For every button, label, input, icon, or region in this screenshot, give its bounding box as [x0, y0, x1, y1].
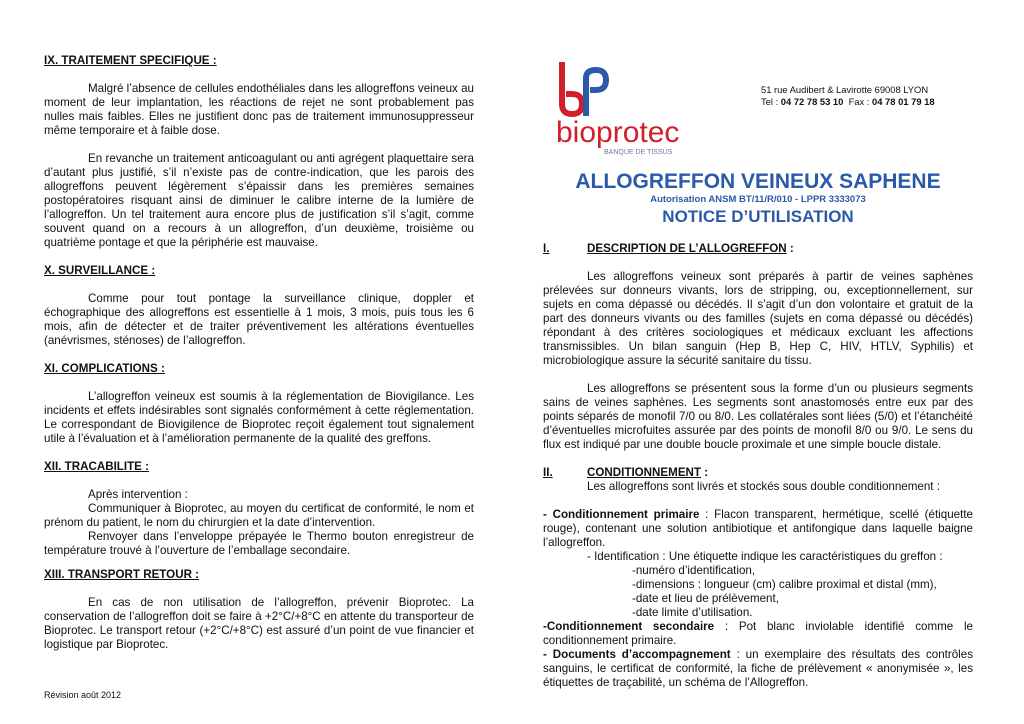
section-xiii-title: XIII. TRANSPORT RETOUR : [44, 568, 200, 581]
secondary-packaging: -Conditionnement secondaire : Pot blanc inviolable identifié comme le conditionnement primaire. [543, 620, 973, 647]
address-line: 51 rue Audibert & Lavirotte 69008 LYON [761, 84, 929, 95]
left-column [44, 54, 474, 652]
address-block [761, 84, 935, 108]
authorization-line: Autorisation ANSM BT/11/R/010 - LPPR 3333073 [650, 194, 866, 205]
document-title: ALLOGREFFON VEINEUX SAPHENE [575, 170, 941, 193]
bioprotec-logo [556, 58, 686, 158]
primary-packaging: - Conditionnement primaire : Flacon transparent, hermétique, scellé (étiquette rouge), contenant une solution antibiotique et antifongique dans laquelle baigne l’allogreffon. [543, 508, 973, 549]
identification-line: - Identification : Une étiquette indique les caractéristiques du greffon : [587, 550, 943, 563]
contact-line: Tel : 04 72 78 53 10 Fax : 04 78 01 79 18 [761, 96, 935, 107]
section-x-title: X. SURVEILLANCE : [44, 264, 156, 277]
revision-date: Révision août 2012 [44, 690, 122, 700]
section-i-paragraph-1: Les allogreffons veineux sont préparés à partir de veines saphènes prélevées sur donneurs vivants, lors de stripping, ou, exceptionnellement, sur sujets en coma dépassé ou décédés. Il s’agit d’un don volontaire et gratuit de la part des donneurs vivants ou des familles (sujets en coma dépassé ou décédés) répondant à des critères sociologiques et médicaux excluant les affections transmissibles. Un bilan sanguin (Hep B, Hep C, HIV, HTLV, Syphilis) et microbiologique assure la sécurité sanitaire du tissu. [543, 270, 973, 367]
logo-subtitle: BANQUE DE TISSUS [604, 149, 673, 156]
bioprotec-logo-mark [556, 58, 686, 158]
section-xii-paragraph-3: Renvoyer dans l’enveloppe prépayée le Thermo bouton enregistreur de température trouvé à l’ouverture de l’emballage secondaire. [44, 530, 474, 557]
section-ii-intro: Les allogreffons sont livrés et stockés sous double conditionnement : [587, 480, 940, 493]
section-xi-title: XI. COMPLICATIONS : [44, 362, 165, 375]
section-xiii-paragraph: En cas de non utilisation de l’allogreffon, prévenir Bioprotec. La conservation de l’allogreffon doit se faire à +2°C/+8°C en attente du transporteur de Bioprotec. Le transport retour (+2°C/+8°C) est assuré d’un point de vue financier et logistique par Bioprotec. [44, 596, 474, 651]
section-ix-paragraph-1: Malgré l’absence de cellules endothéliales dans les allogreffons veineux au moment de leur implantation, les réactions de rejet ne sont probablement pas nulles mais faibles. Elles ne justifient donc pas de traitement immunosuppresseur même temporaire et à faible dose. [44, 82, 474, 137]
section-ii-title: II. CONDITIONNEMENT : [543, 466, 709, 479]
section-x-paragraph: Comme pour tout pontage la surveillance clinique, doppler et échographique des allogreffons est essentielle à 1 mois, 3 mois, puis tous les 6 mois, afin de détecter et de traiter préventivement les altérations éventuelles (anévrismes, sténoses) de l’allogreffon. [44, 292, 474, 347]
logo-wordmark: bioprotec [556, 116, 680, 149]
identification-item-3: -date et lieu de prélèvement, [632, 592, 779, 605]
section-i-paragraph-2: Les allogreffons se présentent sous la forme d’un ou plusieurs segments sains de veines saphènes. Les segments sont anastomosés entre eux par des points séparés de monofil 7/0 ou 8/0. Les collatérales sont liées (5/0) et l’étanchéité d’éventuelles microfuites assurée par des points de monofil 8/0 ou 9/0. Le sens du flux est indiqué par une double boucle proximale et une simple boucle distale. [543, 382, 973, 451]
accompanying-documents: - Documents d’accompagnement : un exemplaire des résultats des contrôles sanguins, le certificat de conformité, la fiche de prélèvement « anonymisée », les étiquettes de traçabilité, un schéma de l’Allogreffon. [543, 648, 973, 689]
identification-item-4: -date limite d’utilisation. [632, 606, 753, 619]
section-ix-paragraph-2: En revanche un traitement anticoagulant ou anti agrégent plaquettaire sera d’autant plus justifié, s’il n’existe pas de contre-indication, que les parois des allogreffons peuvent légèrement s’épaissir dans les premières semaines postopératoires risquant ainsi de diminuer le calibre interne de la lumière de l’allogreffon. Un tel traitement aura encore plus de justification s’il s’agit, comme souvent quand on a recours à un allogreffon, d’un deuxième, troisième ou quatrième pontage et que la périphérie est mauvaise. [44, 152, 474, 249]
right-column [543, 242, 973, 690]
section-ix-title: IX. TRAITEMENT SPECIFIQUE : [44, 54, 217, 67]
section-i-title: I. DESCRIPTION DE L’ALLOGREFFON : [543, 242, 794, 255]
section-xii-paragraph-2: Communiquer à Bioprotec, au moyen du certificat de conformité, le nom et prénom du patient, le nom du chirurgien et la date d’intervention. [44, 502, 474, 529]
notice-subtitle: NOTICE D’UTILISATION [662, 207, 854, 226]
identification-item-2: -dimensions : longueur (cm) calibre proximal et distal (mm), [632, 578, 937, 591]
section-xi-paragraph: L’allogreffon veineux est soumis à la réglementation de Biovigilance. Les incidents et effets indésirables sont signalés conformément à cette réglementation. Le correspondant de Biovigilence de Bioprotec reçoit également tout signalement utile à l’évaluation et à l’amélioration permanente de la qualité des greffons. [44, 390, 474, 445]
section-xii-title: XII. TRACABILITE : [44, 460, 149, 473]
section-xii-line-1: Après intervention : [88, 488, 188, 501]
identification-item-1: -numéro d’identification, [632, 564, 756, 577]
